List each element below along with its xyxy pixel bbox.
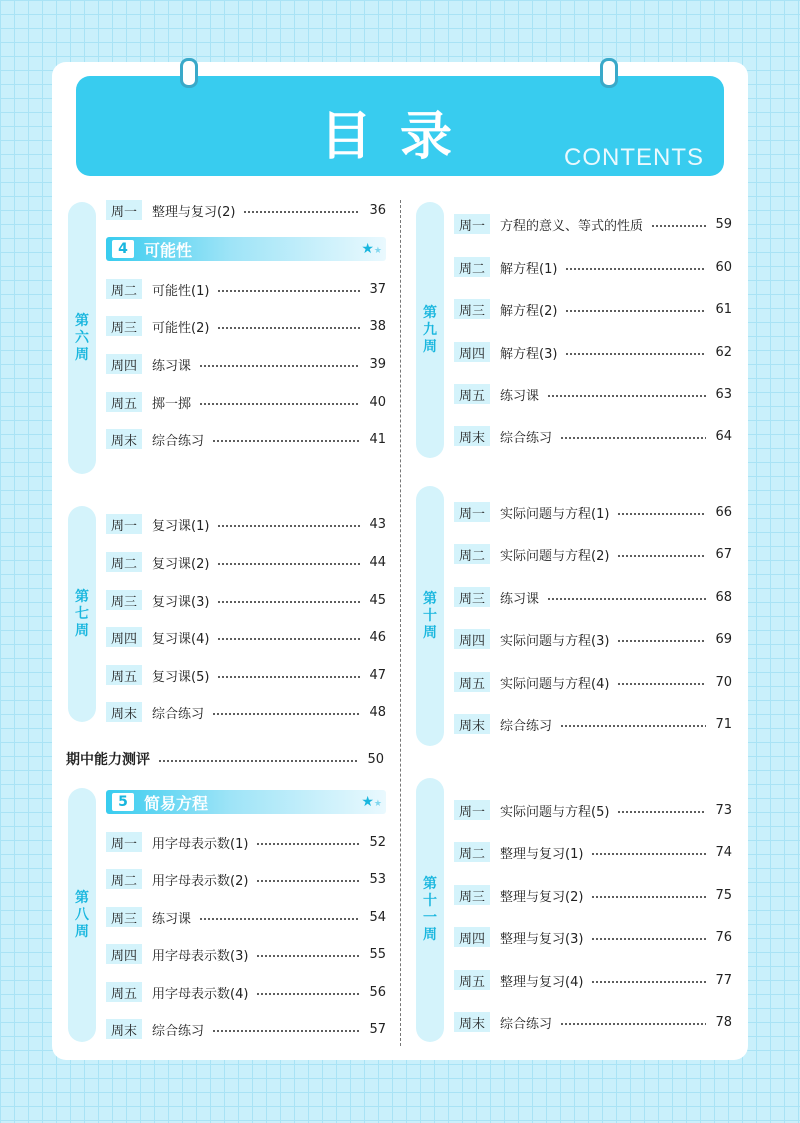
entry-page: 75 bbox=[715, 887, 732, 903]
dot-leader bbox=[158, 760, 358, 762]
entry-topic: 解方程(2) bbox=[500, 303, 558, 319]
column-divider bbox=[400, 200, 401, 1046]
entry-page: 74 bbox=[715, 844, 732, 860]
dot-leader bbox=[560, 725, 706, 727]
entry-topic: 练习课 bbox=[152, 358, 192, 374]
entry-page: 68 bbox=[715, 589, 732, 605]
unit-number: 5 bbox=[112, 793, 134, 811]
toc-entry[interactable] bbox=[106, 279, 386, 299]
dot-leader bbox=[256, 993, 360, 995]
entry-topic: 综合练习 bbox=[500, 1016, 553, 1032]
dot-leader bbox=[617, 640, 706, 642]
toc-entry[interactable] bbox=[106, 514, 386, 534]
toc-entry[interactable] bbox=[454, 672, 732, 692]
entry-page: 40 bbox=[369, 394, 386, 410]
dot-leader bbox=[256, 955, 360, 957]
unit-banner-5[interactable] bbox=[106, 790, 386, 814]
toc-entry[interactable] bbox=[454, 257, 732, 277]
entry-page: 67 bbox=[715, 546, 732, 562]
dot-leader bbox=[243, 211, 360, 213]
page-title: 目录 bbox=[319, 107, 480, 167]
toc-entry[interactable] bbox=[454, 426, 732, 446]
entry-topic: 可能性(2) bbox=[152, 320, 210, 336]
entry-topic: 复习课(1) bbox=[152, 518, 210, 534]
day-tag: 周四 bbox=[106, 627, 142, 647]
entry-page: 53 bbox=[369, 871, 386, 887]
entry-topic: 可能性(1) bbox=[152, 283, 210, 299]
day-tag: 周一 bbox=[106, 514, 142, 534]
toc-entry[interactable] bbox=[454, 502, 732, 522]
page-subtitle: CONTENTS bbox=[564, 144, 704, 171]
toc-entry[interactable] bbox=[106, 200, 386, 220]
entry-page: 47 bbox=[369, 667, 386, 683]
unit-banner-4[interactable] bbox=[106, 237, 386, 261]
dot-leader bbox=[212, 440, 360, 442]
week-label-9 bbox=[416, 202, 444, 458]
week-label-7 bbox=[68, 506, 96, 722]
entry-page: 56 bbox=[369, 984, 386, 1000]
day-tag: 周一 bbox=[106, 832, 142, 852]
entry-page: 48 bbox=[369, 704, 386, 720]
toc-entry[interactable] bbox=[106, 392, 386, 412]
entry-topic: 整理与复习(4) bbox=[500, 974, 584, 990]
entry-topic: 复习课(3) bbox=[152, 594, 210, 610]
toc-entry[interactable] bbox=[454, 214, 732, 234]
entry-topic: 用字母表示数(1) bbox=[152, 836, 249, 852]
day-tag: 周五 bbox=[454, 970, 490, 990]
dot-leader bbox=[560, 1023, 706, 1025]
entry-page: 57 bbox=[369, 1021, 386, 1037]
entry-topic: 方程的意义、等式的性质 bbox=[500, 218, 644, 234]
entry-page: 50 bbox=[367, 751, 384, 767]
toc-entry[interactable] bbox=[106, 354, 386, 374]
star-icon: ★★ bbox=[361, 241, 382, 257]
dot-leader bbox=[217, 601, 360, 603]
toc-entry[interactable] bbox=[106, 590, 386, 610]
dot-leader bbox=[547, 598, 706, 600]
entry-page: 70 bbox=[715, 674, 732, 690]
dot-leader bbox=[591, 981, 706, 983]
dot-leader bbox=[217, 290, 360, 292]
entry-page: 76 bbox=[715, 929, 732, 945]
dot-leader bbox=[617, 513, 706, 515]
entry-topic: 整理与复习(2) bbox=[152, 204, 236, 220]
day-tag: 周五 bbox=[106, 665, 142, 685]
dot-leader bbox=[217, 563, 360, 565]
entry-page: 36 bbox=[369, 202, 386, 218]
entry-topic: 复习课(2) bbox=[152, 556, 210, 572]
entry-page: 44 bbox=[369, 554, 386, 570]
dot-leader bbox=[217, 525, 360, 527]
star-icon: ★★ bbox=[361, 794, 382, 810]
toc-entry[interactable] bbox=[454, 927, 732, 947]
entry-topic: 练习课 bbox=[500, 388, 540, 404]
toc-entry[interactable] bbox=[454, 885, 732, 905]
dot-leader bbox=[199, 403, 360, 405]
entry-page: 46 bbox=[369, 629, 386, 645]
toc-entry[interactable] bbox=[106, 832, 386, 852]
toc-entry[interactable] bbox=[454, 970, 732, 990]
dot-leader bbox=[617, 683, 706, 685]
day-tag: 周五 bbox=[454, 672, 490, 692]
week-label-10 bbox=[416, 486, 444, 746]
week-label-8 bbox=[68, 788, 96, 1042]
toc-entry[interactable] bbox=[454, 629, 732, 649]
entry-topic: 实际问题与方程(4) bbox=[500, 676, 610, 692]
toc-entry[interactable] bbox=[106, 907, 386, 927]
dot-leader bbox=[217, 327, 360, 329]
entry-topic: 复习课(5) bbox=[152, 669, 210, 685]
entry-topic: 整理与复习(1) bbox=[500, 846, 584, 862]
day-tag: 周一 bbox=[454, 800, 490, 820]
dot-leader bbox=[560, 437, 706, 439]
day-tag: 周四 bbox=[106, 354, 142, 374]
toc-entry[interactable] bbox=[454, 714, 732, 734]
entry-topic: 整理与复习(2) bbox=[500, 889, 584, 905]
day-tag: 周二 bbox=[454, 257, 490, 277]
toc-entry[interactable] bbox=[454, 299, 732, 319]
entry-page: 54 bbox=[369, 909, 386, 925]
dot-leader bbox=[212, 713, 360, 715]
dot-leader bbox=[565, 310, 706, 312]
binder-ring-icon bbox=[600, 58, 618, 88]
entry-page: 66 bbox=[715, 504, 732, 520]
dot-leader bbox=[199, 365, 360, 367]
week-label-text: 第十周 bbox=[423, 590, 437, 641]
entry-topic: 用字母表示数(2) bbox=[152, 873, 249, 889]
entry-topic: 掷一掷 bbox=[152, 396, 192, 412]
entry-page: 69 bbox=[715, 631, 732, 647]
entry-page: 59 bbox=[715, 216, 732, 232]
day-tag: 周三 bbox=[106, 316, 142, 336]
unit-number: 4 bbox=[112, 240, 134, 258]
day-tag: 周三 bbox=[106, 590, 142, 610]
toc-entry[interactable] bbox=[106, 944, 386, 964]
dot-leader bbox=[212, 1030, 360, 1032]
entry-page: 77 bbox=[715, 972, 732, 988]
toc-entry[interactable] bbox=[106, 869, 386, 889]
day-tag: 周末 bbox=[454, 426, 490, 446]
dot-leader bbox=[256, 880, 360, 882]
entry-topic: 整理与复习(3) bbox=[500, 931, 584, 947]
week-label-text: 第八周 bbox=[75, 889, 89, 940]
day-tag: 周二 bbox=[106, 869, 142, 889]
day-tag: 周三 bbox=[454, 587, 490, 607]
entry-page: 71 bbox=[715, 716, 732, 732]
day-tag: 周三 bbox=[454, 299, 490, 319]
day-tag: 周二 bbox=[106, 279, 142, 299]
entry-topic: 实际问题与方程(3) bbox=[500, 633, 610, 649]
unit-title: 简易方程 bbox=[144, 793, 209, 813]
day-tag: 周五 bbox=[454, 384, 490, 404]
entry-topic: 用字母表示数(3) bbox=[152, 948, 249, 964]
day-tag: 周末 bbox=[454, 714, 490, 734]
entry-topic: 解方程(3) bbox=[500, 346, 558, 362]
entry-topic: 练习课 bbox=[500, 591, 540, 607]
dot-leader bbox=[256, 843, 360, 845]
dot-leader bbox=[217, 638, 360, 640]
toc-entry[interactable] bbox=[106, 702, 386, 722]
entry-topic: 实际问题与方程(5) bbox=[500, 804, 610, 820]
day-tag: 周二 bbox=[106, 552, 142, 572]
toc-entry[interactable] bbox=[454, 842, 732, 862]
day-tag: 周末 bbox=[106, 1019, 142, 1039]
entry-topic: 解方程(1) bbox=[500, 261, 558, 277]
day-tag: 周二 bbox=[454, 842, 490, 862]
entry-page: 45 bbox=[369, 592, 386, 608]
day-tag: 周末 bbox=[106, 429, 142, 449]
entry-page: 60 bbox=[715, 259, 732, 275]
binder-ring-icon bbox=[180, 58, 198, 88]
week-label-text: 第九周 bbox=[423, 304, 437, 355]
week-label-11 bbox=[416, 778, 444, 1042]
day-tag: 周一 bbox=[454, 214, 490, 234]
entry-topic: 实际问题与方程(1) bbox=[500, 506, 610, 522]
toc-entry[interactable] bbox=[106, 982, 386, 1002]
week-label-6 bbox=[68, 202, 96, 474]
toc-entry[interactable] bbox=[106, 1019, 386, 1039]
week-label-text: 第七周 bbox=[75, 588, 89, 639]
entry-topic: 综合练习 bbox=[152, 706, 205, 722]
entry-page: 61 bbox=[715, 301, 732, 317]
entry-page: 73 bbox=[715, 802, 732, 818]
entry-topic: 综合练习 bbox=[500, 718, 553, 734]
entry-page: 63 bbox=[715, 386, 732, 402]
dot-leader bbox=[591, 938, 706, 940]
day-tag: 周末 bbox=[106, 702, 142, 722]
dot-leader bbox=[199, 918, 360, 920]
toc-entry[interactable] bbox=[454, 544, 732, 564]
dot-leader bbox=[617, 811, 706, 813]
entry-page: 43 bbox=[369, 516, 386, 532]
day-tag: 周三 bbox=[454, 885, 490, 905]
entry-topic: 练习课 bbox=[152, 911, 192, 927]
entry-page: 64 bbox=[715, 428, 732, 444]
day-tag: 周末 bbox=[454, 1012, 490, 1032]
day-tag: 周五 bbox=[106, 982, 142, 1002]
toc-entry[interactable] bbox=[454, 384, 732, 404]
entry-page: 41 bbox=[369, 431, 386, 447]
contents-card bbox=[52, 62, 748, 1060]
toc-entry[interactable] bbox=[106, 665, 386, 685]
week-label-text: 第六周 bbox=[75, 312, 89, 363]
toc-entry[interactable] bbox=[106, 316, 386, 336]
entry-page: 52 bbox=[369, 834, 386, 850]
day-tag: 周一 bbox=[106, 200, 142, 220]
day-tag: 周二 bbox=[454, 544, 490, 564]
toc-entry[interactable] bbox=[454, 587, 732, 607]
toc-entry[interactable] bbox=[454, 800, 732, 820]
entry-topic: 综合练习 bbox=[152, 1023, 205, 1039]
dot-leader bbox=[217, 676, 360, 678]
entry-topic: 综合练习 bbox=[500, 430, 553, 446]
entry-page: 39 bbox=[369, 356, 386, 372]
entry-topic: 综合练习 bbox=[152, 433, 205, 449]
dot-leader bbox=[565, 268, 706, 270]
contents-header bbox=[76, 76, 724, 176]
entry-page: 78 bbox=[715, 1014, 732, 1030]
dot-leader bbox=[565, 353, 706, 355]
dot-leader bbox=[547, 395, 706, 397]
day-tag: 周四 bbox=[454, 927, 490, 947]
entry-page: 62 bbox=[715, 344, 732, 360]
day-tag: 周四 bbox=[106, 944, 142, 964]
day-tag: 周四 bbox=[454, 342, 490, 362]
entry-page: 38 bbox=[369, 318, 386, 334]
dot-leader bbox=[651, 225, 706, 227]
entry-topic: 复习课(4) bbox=[152, 631, 210, 647]
week-label-text: 第十一周 bbox=[423, 876, 437, 943]
toc-entry[interactable] bbox=[454, 342, 732, 362]
dot-leader bbox=[617, 555, 706, 557]
midterm-title: 期中能力测评 bbox=[66, 752, 150, 768]
midterm-entry[interactable] bbox=[66, 748, 384, 770]
entry-topic: 用字母表示数(4) bbox=[152, 986, 249, 1002]
entry-page: 37 bbox=[369, 281, 386, 297]
toc-entry[interactable] bbox=[106, 552, 386, 572]
day-tag: 周四 bbox=[454, 629, 490, 649]
dot-leader bbox=[591, 853, 706, 855]
toc-entry[interactable] bbox=[106, 429, 386, 449]
entry-topic: 实际问题与方程(2) bbox=[500, 548, 610, 564]
unit-title: 可能性 bbox=[144, 240, 193, 260]
toc-entry[interactable] bbox=[454, 1012, 732, 1032]
day-tag: 周三 bbox=[106, 907, 142, 927]
entry-page: 55 bbox=[369, 946, 386, 962]
day-tag: 周五 bbox=[106, 392, 142, 412]
day-tag: 周一 bbox=[454, 502, 490, 522]
toc-entry[interactable] bbox=[106, 627, 386, 647]
dot-leader bbox=[591, 896, 706, 898]
